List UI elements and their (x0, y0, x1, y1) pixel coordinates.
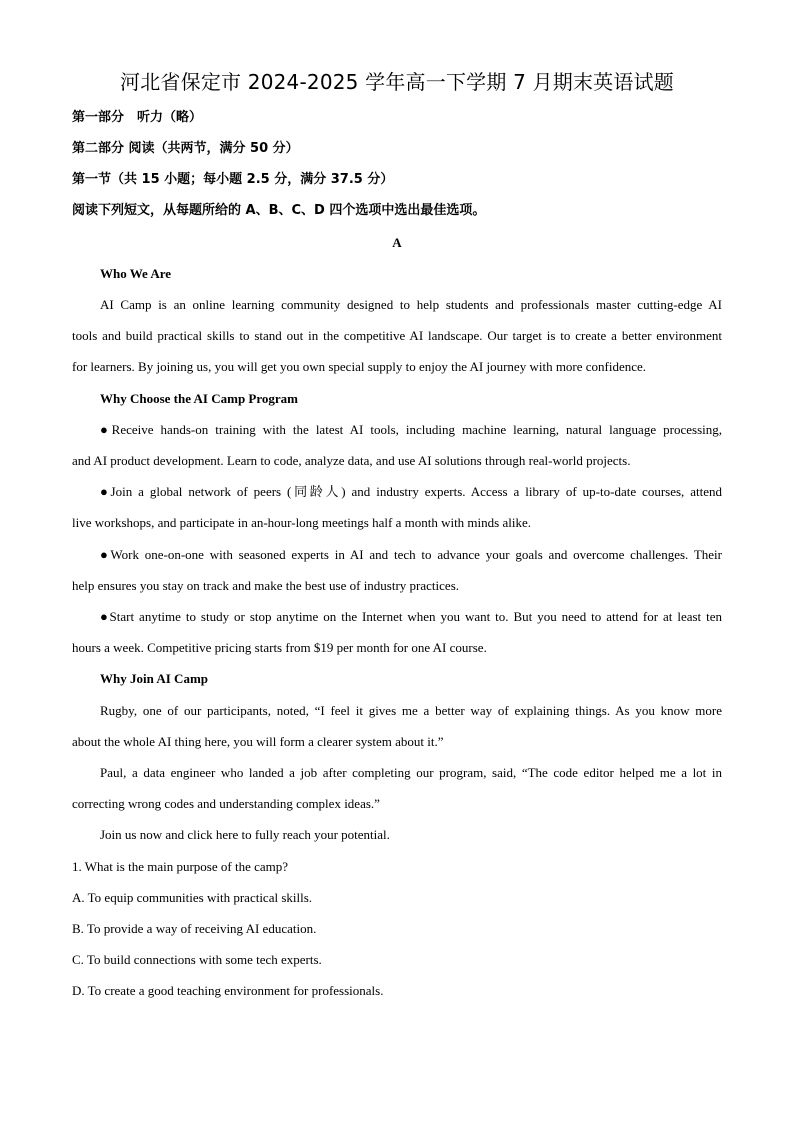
page-title: 河北省保定市 2024-2025 学年高一下学期 7 月期末英语试题 (120, 70, 674, 94)
bullet-line: and AI product development. Learn to code, analyze data, and use AI solutions through real-world projects. (72, 453, 631, 468)
testimonial-line: Paul, a data engineer who landed a job after completing our program, said, “The code editor helped me a lot in (100, 765, 722, 780)
part-one-heading: 第一部分 听力（略） (72, 110, 203, 125)
testimonial-line: correcting wrong codes and understanding complex ideas.” (72, 796, 380, 811)
bullet-line: live workshops, and participate in an-hour-long meetings half a month with minds alike. (72, 515, 531, 530)
bullet-line: hours a week. Competitive pricing starts from $19 per month for one AI course. (72, 640, 487, 655)
testimonial-line: about the whole AI thing here, you will form a clearer system about it.” (72, 734, 444, 749)
heading-who-we-are: Who We Are (100, 266, 172, 281)
instruction-text: 阅读下列短文，从每题所给的 A、B、C、D 四个选项中选出最佳选项。 (72, 203, 486, 218)
bullet-line: ●Join a global network of peers (同龄人) and industry experts. Access a library of up-to-date courses, attend (100, 484, 722, 499)
question-stem: 1. What is the main purpose of the camp? (72, 859, 289, 874)
part-two-heading: 第二部分 阅读（共两节，满分 50 分） (72, 141, 299, 156)
option-d: D. To create a good teaching environment for professionals. (72, 983, 384, 998)
option-b: B. To provide a way of receiving AI education. (72, 921, 317, 936)
paragraph-line: for learners. By joining us, you will get you own special supply to enjoy the AI journey with more confidence. (72, 359, 647, 374)
bullet-line: ●Work one-on-one with seasoned experts in AI and tech to advance your goals and overcome challenges. Their (100, 547, 722, 562)
closing-line: Join us now and click here to fully reach your potential. (100, 827, 390, 842)
bullet-line: ●Receive hands-on training with the latest AI tools, including machine learning, natural language processing, (100, 422, 722, 437)
passage-label: A (392, 235, 402, 250)
bullet-line: ●Start anytime to study or stop anytime on the Internet when you want to. But you need to attend for at least ten (100, 609, 722, 624)
testimonial-line: Rugby, one of our participants, noted, “I feel it gives me a better way of explaining things. As you know more (100, 703, 722, 718)
heading-why-choose: Why Choose the AI Camp Program (100, 391, 299, 406)
paragraph-line: tools and build practical skills to stand out in the competitive AI landscape. Our target is to create a better environment (72, 328, 722, 343)
paragraph-line: AI Camp is an online learning community designed to help students and professionals master cutting-edge AI (100, 297, 722, 312)
section-one-heading: 第一节（共 15 小题；每小题 2.5 分，满分 37.5 分） (72, 172, 394, 187)
option-c: C. To build connections with some tech experts. (72, 952, 322, 967)
bullet-line: help ensures you stay on track and make the best use of industry practices. (72, 578, 459, 593)
heading-why-join: Why Join AI Camp (100, 671, 208, 686)
option-a: A. To equip communities with practical skills. (72, 890, 313, 905)
